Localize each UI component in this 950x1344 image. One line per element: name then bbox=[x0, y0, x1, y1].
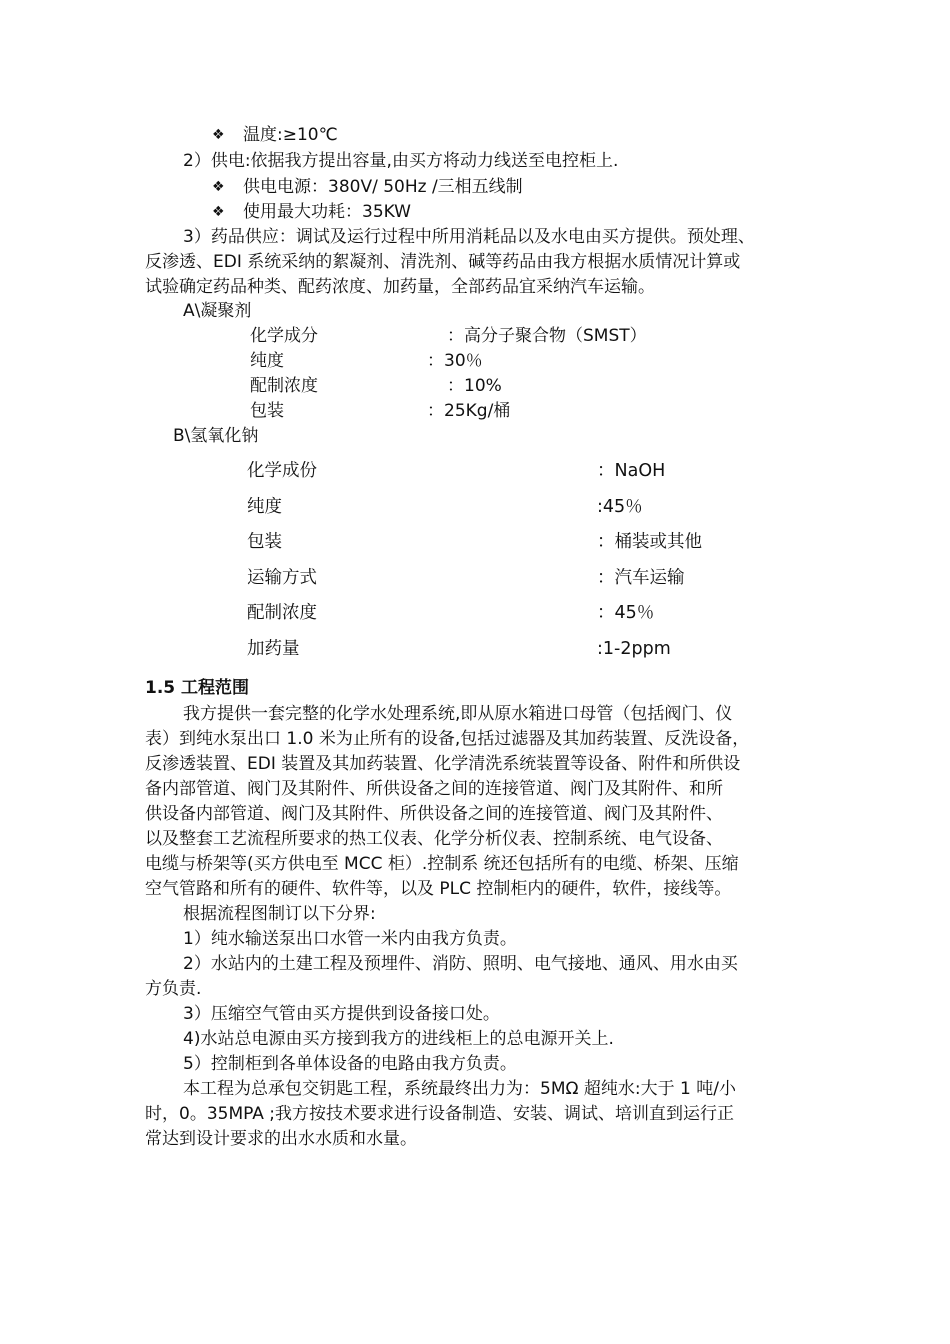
naoh-label: 配制浓度 bbox=[247, 603, 317, 623]
diamond-bullet-icon: ❖ bbox=[212, 127, 225, 143]
division-item-2: 2）水站内的土建工程及预埋件、消防、照明、电气接地、通风、用水由买 bbox=[183, 954, 738, 974]
section-heading: 1.5 工程范围 bbox=[145, 678, 250, 698]
division-item-5: 5）控制柜到各单体设备的电路由我方负责。 bbox=[183, 1054, 517, 1074]
scope-paragraph-line: 以及整套工艺流程所要求的热工仪表、化学分析仪表、控制系统、电气设备、 bbox=[145, 829, 723, 849]
power-supply-title: 2）供电:依据我方提出容量,由买方将动力线送至电控柜上. bbox=[183, 151, 619, 171]
scope-paragraph-line: 空气管路和所有的硬件、软件等，以及 PLC 控制柜内的硬件，软件，接线等。 bbox=[145, 879, 732, 899]
coagulant-label: 配制浓度 bbox=[250, 376, 318, 396]
naoh-value: :45％ bbox=[597, 497, 643, 517]
division-intro: 根据流程图制订以下分界: bbox=[183, 904, 376, 924]
final-paragraph-line: 本工程为总承包交钥匙工程，系统最终出力为：5MΩ 超纯水:大于 1 吨/小 bbox=[183, 1079, 736, 1099]
division-item-3: 3）压缩空气管由买方提供到设备接口处。 bbox=[183, 1004, 500, 1024]
coagulant-label: 化学成分 bbox=[250, 326, 318, 346]
final-paragraph-line: 常达到设计要求的出水水质和水量。 bbox=[145, 1129, 417, 1149]
chemical-supply-line-3: 试验确定药品种类、配药浓度、加药量，全部药品宜采纳汽车运输。 bbox=[145, 277, 655, 297]
scope-paragraph-line: 电缆与桥架等(买方供电至 MCC 柜）.控制系 统还包括所有的电缆、桥架、压缩 bbox=[145, 854, 739, 874]
division-item-2-cont: 方负责. bbox=[145, 979, 202, 999]
coagulant-value: ：30％ bbox=[427, 351, 483, 371]
naoh-value: ：NaOH bbox=[597, 461, 666, 481]
naoh-value: ：汽车运输 bbox=[597, 568, 685, 588]
naoh-label: 化学成份 bbox=[247, 461, 317, 481]
naoh-value: :1-2ppm bbox=[597, 639, 671, 659]
scope-paragraph-line: 表）到纯水泵出口 1.0 米为止所有的设备,包括过滤器及其加药装置、反洗设备， bbox=[145, 729, 750, 749]
coagulant-label: 包装 bbox=[250, 401, 284, 421]
scope-paragraph-line: 我方提供一套完整的化学水处理系统,即从原水箱进口母管（包括阀门、仪 bbox=[183, 704, 733, 724]
temperature-line: 温度:≥10℃ bbox=[243, 125, 338, 145]
diamond-bullet-icon: ❖ bbox=[212, 204, 225, 220]
scope-paragraph-line: 反渗透装置、EDI 装置及其加药装置、化学清洗系统装置等设备、附件和所供设 bbox=[145, 754, 741, 774]
max-power-line: 使用最大功耗：35KW bbox=[243, 202, 411, 222]
chemical-supply-line-1: 3）药品供应：调试及运行过程中所用消耗品以及水电由买方提供。预处理、 bbox=[183, 227, 755, 247]
division-item-4: 4)水站总电源由买方接到我方的进线柜上的总电源开关上. bbox=[183, 1029, 614, 1049]
diamond-bullet-icon: ❖ bbox=[212, 179, 225, 195]
coagulant-title: A\凝聚剂 bbox=[183, 301, 252, 321]
division-item-1: 1）纯水输送泵出口水管一米内由我方负责。 bbox=[183, 929, 517, 949]
naoh-label: 包装 bbox=[247, 532, 282, 552]
power-source-line: 供电电源：380V/ 50Hz /三相五线制 bbox=[243, 177, 523, 197]
naoh-label: 运输方式 bbox=[247, 568, 317, 588]
naoh-value: ：桶装或其他 bbox=[597, 532, 702, 552]
coagulant-label: 纯度 bbox=[250, 351, 284, 371]
chemical-supply-line-2: 反渗透、EDI 系统采纳的絮凝剂、清洗剂、碱等药品由我方根据水质情况计算或 bbox=[145, 252, 741, 272]
coagulant-value: ：25Kg/桶 bbox=[427, 401, 511, 421]
naoh-label: 纯度 bbox=[247, 497, 282, 517]
final-paragraph-line: 时，0。35MPA ;我方按技术要求进行设备制造、安装、调试、培训直到运行正 bbox=[145, 1104, 735, 1124]
coagulant-value: ：10% bbox=[447, 376, 502, 396]
scope-paragraph-line: 供设备内部管道、阀门及其附件、所供设备之间的连接管道、阀门及其附件、 bbox=[145, 804, 723, 824]
scope-paragraph-line: 备内部管道、阀门及其附件、所供设备之间的连接管道、阀门及其附件、和所 bbox=[145, 779, 723, 799]
naoh-title: B\氢氧化钠 bbox=[173, 426, 259, 446]
naoh-value: ：45％ bbox=[597, 603, 655, 623]
coagulant-value: ：高分子聚合物（SMST） bbox=[447, 326, 647, 346]
naoh-label: 加药量 bbox=[247, 639, 300, 659]
